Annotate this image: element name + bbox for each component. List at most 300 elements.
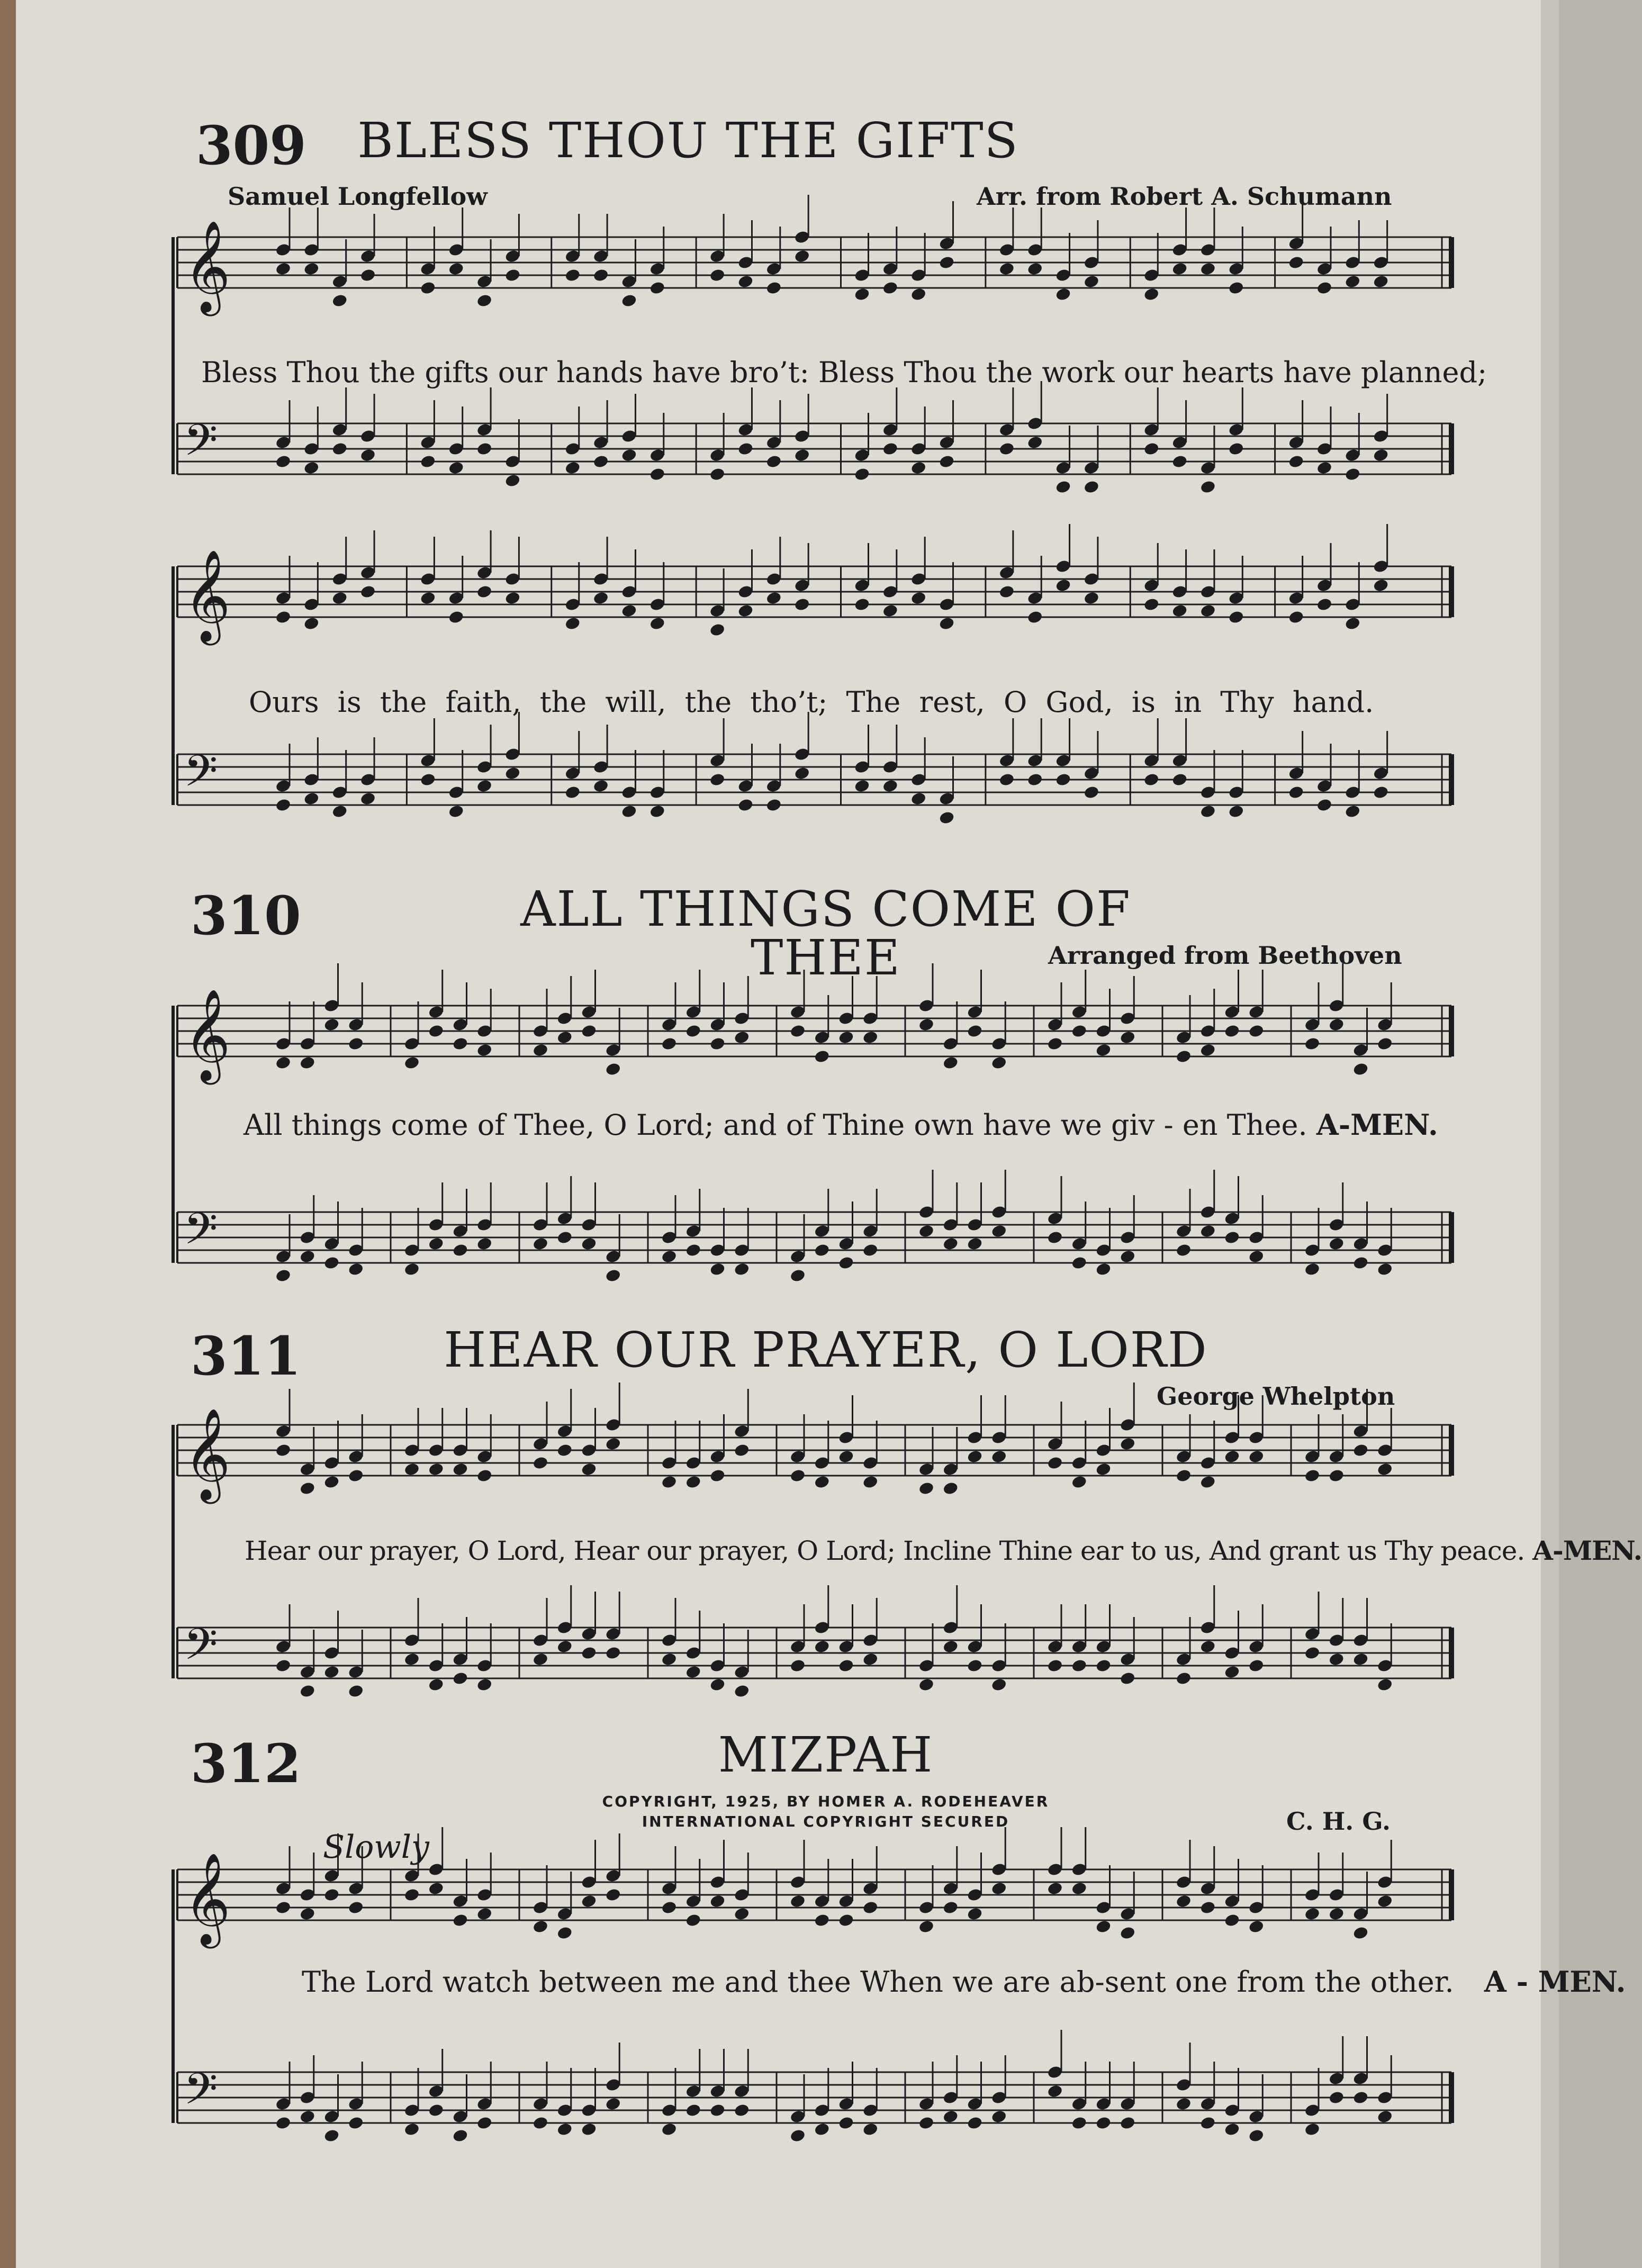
note-head bbox=[967, 1024, 983, 1038]
note-head bbox=[504, 268, 521, 283]
note-head bbox=[862, 1900, 879, 1915]
note-head bbox=[1071, 1024, 1087, 1038]
note-head bbox=[323, 1665, 340, 1679]
amen-text: A-MEN. bbox=[1532, 1535, 1642, 1566]
bass-clef-icon: 𝄢 bbox=[184, 1619, 218, 1680]
note-head bbox=[854, 779, 870, 793]
note-head bbox=[918, 1224, 934, 1239]
note-head bbox=[1046, 1036, 1063, 1051]
note-head bbox=[1027, 435, 1043, 450]
lyric-text: Hear our prayer, O Lord, Hear our prayer, O Lord; Incline Thine ear to us, And grant us Thy peace. bbox=[245, 1535, 1525, 1566]
note-head bbox=[649, 804, 665, 819]
note-head bbox=[789, 2128, 806, 2143]
note-head bbox=[621, 804, 637, 819]
note-head bbox=[275, 798, 291, 812]
hymn-title: BLESS THOU THE GIFTS bbox=[357, 112, 1019, 169]
note-head bbox=[814, 1243, 830, 1258]
note-head bbox=[532, 1236, 548, 1251]
note-head bbox=[709, 268, 725, 283]
lyric-line: Bless Thou the gifts our hands have bro’t: Bless Thou the work our hearts have planned; bbox=[201, 356, 1487, 389]
note-head bbox=[1328, 1236, 1345, 1251]
note-head bbox=[299, 1906, 315, 1921]
note-head bbox=[275, 1268, 291, 1283]
note-head bbox=[709, 1894, 726, 1909]
note-head bbox=[709, 1468, 726, 1483]
note-head bbox=[1316, 798, 1332, 812]
note-head bbox=[1304, 1262, 1320, 1277]
lyric-line bbox=[245, 1535, 1642, 1566]
note-head bbox=[1328, 2090, 1345, 2105]
note-head bbox=[862, 2122, 879, 2137]
note-head bbox=[1377, 1262, 1393, 1277]
note-head bbox=[1288, 785, 1304, 800]
note-head bbox=[967, 1236, 983, 1251]
hymn-number: 310 bbox=[191, 884, 301, 947]
note-head bbox=[476, 779, 492, 793]
note-head bbox=[1027, 610, 1043, 625]
note-head bbox=[1171, 454, 1188, 469]
note-head bbox=[1224, 1449, 1240, 1464]
note-head bbox=[504, 591, 521, 606]
note-head bbox=[882, 779, 898, 793]
note-head bbox=[605, 1436, 621, 1451]
note-head bbox=[1352, 2090, 1369, 2105]
note-head bbox=[403, 1652, 420, 1667]
note-head bbox=[814, 1475, 830, 1489]
note-head bbox=[1328, 1017, 1345, 1032]
words-credit: Samuel Longfellow bbox=[228, 182, 488, 211]
note-head bbox=[765, 281, 782, 295]
note-head bbox=[476, 1236, 493, 1251]
note-head bbox=[621, 448, 637, 463]
note-head bbox=[504, 473, 521, 488]
hymnal-page bbox=[16, 0, 1642, 2268]
note-head bbox=[1120, 1249, 1136, 1264]
note-head bbox=[910, 591, 927, 606]
note-head bbox=[1055, 772, 1071, 787]
note-head bbox=[737, 441, 754, 456]
note-head bbox=[1224, 1913, 1240, 1928]
note-head bbox=[476, 441, 492, 456]
note-head bbox=[621, 603, 637, 618]
note-head bbox=[1199, 1224, 1216, 1239]
note-head bbox=[882, 281, 898, 295]
note-head bbox=[1055, 287, 1071, 302]
note-head bbox=[1083, 274, 1099, 289]
note-head bbox=[592, 591, 609, 606]
note-head bbox=[939, 454, 955, 469]
note-head bbox=[1199, 804, 1216, 819]
note-head bbox=[1352, 1062, 1369, 1077]
note-head bbox=[581, 1236, 597, 1251]
note-head bbox=[789, 1268, 806, 1283]
note-head bbox=[452, 1913, 468, 1928]
note-head bbox=[605, 1062, 621, 1077]
note-head bbox=[1095, 1919, 1112, 1934]
note-head bbox=[1120, 1671, 1136, 1686]
note-head bbox=[1175, 1671, 1192, 1686]
note-head bbox=[649, 467, 665, 482]
note-head bbox=[275, 1443, 291, 1458]
note-head bbox=[581, 2122, 597, 2137]
note-head bbox=[331, 804, 348, 819]
note-head bbox=[476, 2116, 493, 2130]
note-head bbox=[275, 610, 291, 625]
note-head bbox=[420, 454, 436, 469]
note-head bbox=[862, 1475, 879, 1489]
note-head bbox=[275, 454, 291, 469]
note-head bbox=[476, 1677, 493, 1692]
note-head bbox=[1071, 2116, 1087, 2130]
note-head bbox=[918, 1919, 934, 1934]
note-head bbox=[452, 1243, 468, 1258]
note-head bbox=[1095, 2116, 1112, 2130]
note-head bbox=[348, 1684, 364, 1698]
note-head bbox=[1071, 1475, 1087, 1489]
note-head bbox=[1199, 480, 1216, 494]
note-head bbox=[1345, 616, 1361, 631]
note-head bbox=[1095, 1658, 1112, 1673]
note-head bbox=[967, 1658, 983, 1673]
note-head bbox=[1199, 603, 1216, 618]
note-head bbox=[1083, 591, 1099, 606]
note-head bbox=[910, 460, 927, 475]
note-head bbox=[359, 791, 376, 806]
note-head bbox=[303, 460, 320, 475]
note-head bbox=[592, 268, 609, 283]
music-credit: George Whelpton bbox=[1157, 1382, 1395, 1411]
lyric-text: All things come of Thee, O Lord; and of Thine own have we giv - en Thee. bbox=[243, 1108, 1307, 1142]
note-head bbox=[476, 1468, 493, 1483]
hymn-number: 311 bbox=[191, 1325, 301, 1387]
note-head bbox=[1224, 1665, 1240, 1679]
lyric-line bbox=[243, 1110, 1438, 1140]
note-head bbox=[605, 2097, 621, 2111]
note-head bbox=[734, 1443, 750, 1458]
note-head bbox=[448, 804, 464, 819]
note-head bbox=[1316, 460, 1332, 475]
note-head bbox=[1288, 454, 1304, 469]
note-head bbox=[918, 1481, 934, 1496]
lyric-text: The Lord watch between me and thee When we are ab-sent one from the other. bbox=[302, 1965, 1454, 1999]
note-head bbox=[1316, 281, 1332, 295]
note-head bbox=[428, 1881, 444, 1896]
note-head bbox=[854, 597, 870, 612]
note-head bbox=[1120, 1436, 1136, 1451]
note-head bbox=[838, 1030, 854, 1045]
note-head bbox=[403, 1462, 420, 1477]
note-head bbox=[1228, 441, 1244, 456]
note-head bbox=[564, 616, 581, 631]
note-head bbox=[1071, 1658, 1087, 1673]
note-head bbox=[734, 1262, 750, 1277]
note-head bbox=[532, 1043, 548, 1058]
note-head bbox=[303, 791, 320, 806]
note-head bbox=[1377, 1462, 1393, 1477]
note-head bbox=[1120, 1030, 1136, 1045]
bass-clef-icon: 𝄢 bbox=[184, 2063, 218, 2125]
note-head bbox=[1046, 1456, 1063, 1470]
note-head bbox=[649, 281, 665, 295]
note-head bbox=[331, 293, 348, 308]
note-head bbox=[476, 1043, 493, 1058]
note-head bbox=[862, 1030, 879, 1045]
bass-clef-icon: 𝄢 bbox=[184, 1203, 218, 1265]
note-head bbox=[942, 1639, 959, 1654]
note-head bbox=[1143, 772, 1160, 787]
note-head bbox=[1304, 1646, 1320, 1660]
note-head bbox=[661, 2122, 677, 2137]
note-head bbox=[348, 1900, 364, 1915]
note-head bbox=[918, 2116, 934, 2130]
note-head bbox=[918, 1677, 934, 1692]
amen-text: A-MEN. bbox=[1316, 1108, 1438, 1142]
note-head bbox=[428, 1677, 444, 1692]
note-head bbox=[403, 1055, 420, 1070]
note-head bbox=[323, 1887, 340, 1902]
note-head bbox=[532, 1652, 548, 1667]
note-head bbox=[556, 1639, 573, 1654]
note-head bbox=[794, 448, 810, 463]
note-head bbox=[967, 1449, 983, 1464]
hymn-number: 312 bbox=[191, 1732, 301, 1795]
hymn-title: HEAR OUR PRAYER, O LORD bbox=[444, 1322, 1208, 1378]
note-head bbox=[967, 2116, 983, 2130]
note-head bbox=[556, 1926, 573, 1940]
note-head bbox=[991, 2109, 1007, 2124]
note-head bbox=[765, 454, 782, 469]
note-head bbox=[1055, 578, 1071, 593]
note-head bbox=[1095, 1262, 1112, 1277]
note-head bbox=[991, 1677, 1007, 1692]
note-head bbox=[854, 287, 870, 302]
note-head bbox=[765, 798, 782, 812]
note-head bbox=[1377, 1036, 1393, 1051]
note-head bbox=[476, 584, 492, 599]
note-head bbox=[275, 1900, 291, 1915]
note-head bbox=[942, 1055, 959, 1070]
note-head bbox=[592, 779, 609, 793]
note-head bbox=[882, 441, 898, 456]
note-head bbox=[918, 1017, 934, 1032]
note-head bbox=[448, 460, 464, 475]
note-head bbox=[605, 1268, 621, 1283]
note-head bbox=[998, 261, 1015, 276]
note-head bbox=[532, 2116, 548, 2130]
note-head bbox=[359, 448, 376, 463]
note-head bbox=[1083, 785, 1099, 800]
note-head bbox=[882, 603, 898, 618]
note-head bbox=[428, 1462, 444, 1477]
note-head bbox=[1328, 1906, 1345, 1921]
note-head bbox=[556, 1443, 573, 1458]
note-head bbox=[1373, 785, 1389, 800]
tempo-marking: Slowly bbox=[323, 1829, 429, 1866]
note-head bbox=[1248, 1249, 1265, 1264]
note-head bbox=[1304, 1906, 1320, 1921]
note-head bbox=[838, 1658, 854, 1673]
note-head bbox=[420, 591, 436, 606]
note-head bbox=[998, 772, 1015, 787]
note-head bbox=[942, 1481, 959, 1496]
note-head bbox=[299, 1684, 315, 1698]
note-head bbox=[1377, 1677, 1393, 1692]
note-head bbox=[1143, 287, 1160, 302]
copyright-line: COPYRIGHT, 1925, BY HOMER A. RODEHEAVER bbox=[602, 1793, 1050, 1810]
note-head bbox=[942, 2109, 959, 2124]
note-head bbox=[709, 1677, 726, 1692]
treble-clef-icon: 𝄞 bbox=[184, 989, 231, 1081]
note-head bbox=[1175, 1243, 1192, 1258]
note-head bbox=[1071, 1881, 1087, 1896]
note-head bbox=[991, 1055, 1007, 1070]
copyright-notice bbox=[492, 1792, 1159, 1832]
note-head bbox=[476, 1906, 493, 1921]
note-head bbox=[605, 1887, 621, 1902]
note-head bbox=[1071, 1255, 1087, 1270]
hymn-number: 309 bbox=[196, 114, 306, 177]
note-head bbox=[1228, 804, 1244, 819]
note-head bbox=[765, 591, 782, 606]
note-head bbox=[1248, 1024, 1265, 1038]
note-head bbox=[452, 1671, 468, 1686]
note-head bbox=[275, 1658, 291, 1673]
note-head bbox=[448, 261, 464, 276]
note-head bbox=[1120, 2116, 1136, 2130]
note-head bbox=[838, 1913, 854, 1928]
treble-clef-icon: 𝄞 bbox=[184, 220, 231, 312]
note-head bbox=[331, 441, 348, 456]
note-head bbox=[661, 1652, 677, 1667]
note-head bbox=[605, 1646, 621, 1660]
note-head bbox=[1143, 597, 1160, 612]
note-head bbox=[862, 1652, 879, 1667]
note-head bbox=[331, 591, 348, 606]
note-head bbox=[794, 249, 810, 264]
note-head bbox=[556, 2122, 573, 2137]
note-head bbox=[1288, 610, 1304, 625]
note-head bbox=[734, 2103, 750, 2118]
note-head bbox=[1171, 261, 1188, 276]
note-head bbox=[939, 255, 955, 270]
note-head bbox=[1352, 1926, 1369, 1940]
note-head bbox=[420, 281, 436, 295]
note-head bbox=[685, 1665, 701, 1679]
note-head bbox=[348, 1036, 364, 1051]
note-head bbox=[991, 1881, 1007, 1896]
note-head bbox=[403, 2122, 420, 2137]
note-head bbox=[564, 268, 581, 283]
note-head bbox=[1171, 772, 1188, 787]
note-head bbox=[532, 1456, 548, 1470]
note-head bbox=[1171, 603, 1188, 618]
note-head bbox=[452, 2128, 468, 2143]
note-head bbox=[685, 1913, 701, 1928]
note-head bbox=[359, 584, 376, 599]
note-head bbox=[661, 1900, 677, 1915]
note-head bbox=[1345, 804, 1361, 819]
note-head bbox=[428, 2103, 444, 2118]
note-head bbox=[661, 1249, 677, 1264]
note-head bbox=[1228, 281, 1244, 295]
note-head bbox=[1288, 255, 1304, 270]
note-head bbox=[1352, 1652, 1369, 1667]
note-head bbox=[661, 1036, 677, 1051]
note-head bbox=[991, 1224, 1007, 1239]
note-head bbox=[1248, 1658, 1265, 1673]
note-head bbox=[348, 1468, 364, 1483]
hymn-title: MIZPAH bbox=[718, 1727, 934, 1783]
note-head bbox=[709, 467, 725, 482]
note-head bbox=[1248, 1919, 1265, 1934]
note-head bbox=[814, 2122, 830, 2137]
note-head bbox=[299, 2109, 315, 2124]
note-head bbox=[504, 766, 521, 781]
note-head bbox=[838, 2116, 854, 2130]
note-head bbox=[734, 1684, 750, 1698]
note-head bbox=[428, 1024, 444, 1038]
note-head bbox=[1224, 2122, 1240, 2137]
note-head bbox=[737, 603, 754, 618]
note-head bbox=[275, 1055, 291, 1070]
note-head bbox=[452, 1462, 468, 1477]
note-head bbox=[814, 1049, 830, 1064]
treble-clef-icon: 𝄞 bbox=[184, 1408, 231, 1500]
note-head bbox=[1304, 2122, 1320, 2137]
hymn-title: ALL THINGS COME OF THEE bbox=[520, 881, 1131, 986]
note-head bbox=[1046, 1881, 1063, 1896]
note-head bbox=[838, 1449, 854, 1464]
note-head bbox=[1352, 1255, 1369, 1270]
music-credit: Arranged from Beethoven bbox=[1048, 941, 1402, 970]
note-head bbox=[1224, 1024, 1240, 1038]
note-head bbox=[1199, 261, 1216, 276]
note-head bbox=[1175, 2097, 1192, 2111]
note-head bbox=[564, 785, 581, 800]
note-head bbox=[1055, 480, 1071, 494]
treble-clef-icon: 𝄞 bbox=[184, 549, 231, 641]
note-head bbox=[1175, 1049, 1192, 1064]
note-head bbox=[275, 261, 291, 276]
note-head bbox=[621, 293, 637, 308]
note-head bbox=[275, 2116, 291, 2130]
note-head bbox=[592, 454, 609, 469]
note-head bbox=[581, 1646, 597, 1660]
note-head bbox=[685, 1475, 701, 1489]
note-head bbox=[794, 766, 810, 781]
note-head bbox=[685, 1243, 701, 1258]
lyric-line: Ours is the faith, the will, the tho’t; The rest, O God, is in Thy hand. bbox=[249, 685, 1374, 719]
note-head bbox=[448, 610, 464, 625]
note-head bbox=[1199, 1043, 1216, 1058]
note-head bbox=[661, 1475, 677, 1489]
note-head bbox=[403, 1887, 420, 1902]
note-head bbox=[1316, 597, 1332, 612]
note-head bbox=[564, 460, 581, 475]
note-head bbox=[649, 616, 665, 631]
note-head bbox=[1095, 1462, 1112, 1477]
note-head bbox=[685, 1024, 701, 1038]
amen-text: A - MEN. bbox=[1484, 1965, 1626, 1999]
note-head bbox=[709, 1036, 726, 1051]
note-head bbox=[1373, 274, 1389, 289]
note-head bbox=[789, 1024, 806, 1038]
note-head bbox=[709, 622, 725, 637]
note-head bbox=[709, 1262, 726, 1277]
note-head bbox=[1199, 1900, 1216, 1915]
note-head bbox=[1304, 1468, 1320, 1483]
note-head bbox=[1373, 448, 1389, 463]
